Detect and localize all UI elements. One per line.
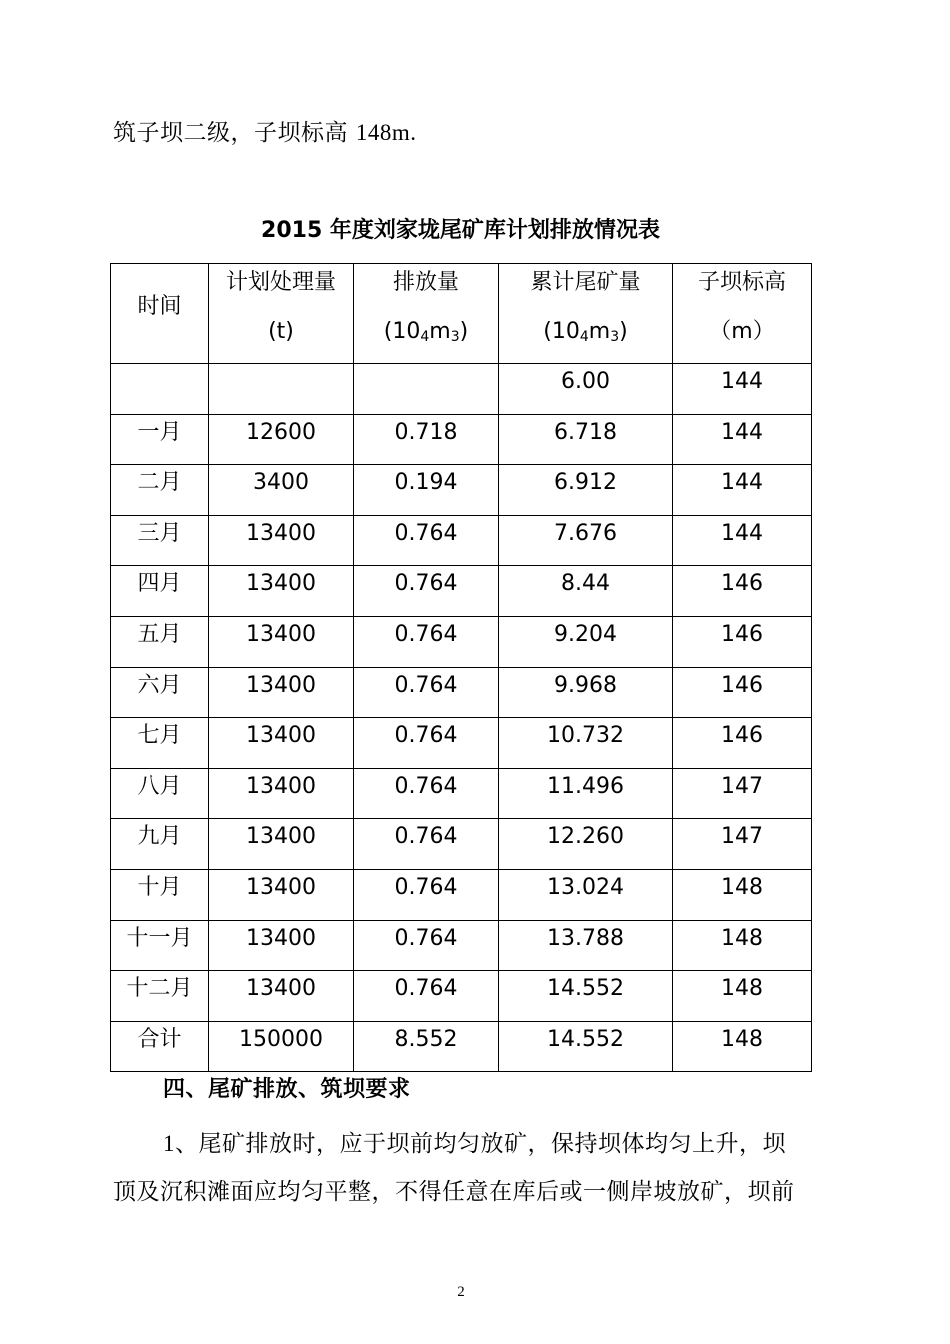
cell-discharge: 0.764 [354, 566, 499, 617]
table-row [111, 465, 812, 516]
cell-month: 七月 [111, 718, 209, 769]
cell-dam-height: 148 [673, 971, 812, 1022]
cell-discharge [354, 364, 499, 415]
cell-cumulative: 14.552 [499, 1021, 673, 1072]
cell-discharge: 8.552 [354, 1021, 499, 1072]
cell-month: 十二月 [111, 971, 209, 1022]
cell-planned-volume: 13400 [209, 768, 354, 819]
cell-dam-height: 148 [673, 869, 812, 920]
cell-month [111, 364, 209, 415]
header-discharge-unit: $(10_4m_3)$ [383, 319, 469, 345]
cell-discharge: 0.764 [354, 920, 499, 971]
header-cumulative: 累计尾矿量 $(10_4m_3)$ [499, 264, 673, 364]
table-row [111, 819, 812, 870]
cell-planned-volume: 12600 [209, 414, 354, 465]
cell-month: 五月 [111, 616, 209, 667]
table-row [111, 667, 812, 718]
table-row [111, 414, 812, 465]
cell-cumulative: 8.44 [499, 566, 673, 617]
cell-dam-height: 144 [673, 364, 812, 415]
cell-planned-volume: 13400 [209, 515, 354, 566]
cell-cumulative: 11.496 [499, 768, 673, 819]
cell-month: 十一月 [111, 920, 209, 971]
cell-month: 合计 [111, 1021, 209, 1072]
intro-height-value: 148m. [355, 120, 417, 145]
header-dam-height: 子坝标高 （m） [673, 264, 812, 364]
cell-dam-height: 144 [673, 515, 812, 566]
cell-discharge: 0.764 [354, 616, 499, 667]
cell-discharge: 0.764 [354, 667, 499, 718]
cell-month: 二月 [111, 465, 209, 516]
cell-cumulative: 6.718 [499, 414, 673, 465]
cell-discharge: 0.718 [354, 414, 499, 465]
cell-cumulative: 14.552 [499, 971, 673, 1022]
cell-cumulative: 6.00 [499, 364, 673, 415]
table-row [111, 768, 812, 819]
cell-discharge: 0.764 [354, 819, 499, 870]
table-row [111, 869, 812, 920]
cell-planned-volume: 13400 [209, 667, 354, 718]
cell-discharge: 0.764 [354, 971, 499, 1022]
cell-dam-height: 147 [673, 819, 812, 870]
cell-cumulative: 9.204 [499, 616, 673, 667]
header-cumulative-unit: $(10_4m_3)$ [543, 319, 628, 345]
table-title: 2015 年度刘家垅尾矿库计划排放情况表 [261, 218, 660, 243]
cell-dam-height: 147 [673, 768, 812, 819]
discharge-plan-table [110, 263, 812, 1072]
page-number: 2 [457, 1284, 465, 1300]
cell-cumulative: 9.968 [499, 667, 673, 718]
intro-text-main: 筑子坝二级，子坝标高 [113, 120, 356, 146]
cell-planned-volume: 13400 [209, 566, 354, 617]
cell-dam-height: 148 [673, 1021, 812, 1072]
table-row [111, 971, 812, 1022]
cell-dam-height: 144 [673, 465, 812, 516]
cell-planned-volume: 150000 [209, 1021, 354, 1072]
intro-text [113, 118, 416, 148]
cell-month: 三月 [111, 515, 209, 566]
section-heading: 四、尾矿排放、筑坝要求 [163, 1077, 411, 1102]
cell-dam-height: 146 [673, 718, 812, 769]
header-planned-volume: 计划处理量 (t) [209, 264, 354, 364]
paragraph-line: 顶及沉积滩面应均匀平整，不得任意在库后或一侧岸坡放矿，坝前 [113, 1179, 795, 1205]
cell-dam-height: 148 [673, 920, 812, 971]
header-time: 时间 [111, 264, 209, 364]
cell-discharge: 0.194 [354, 465, 499, 516]
cell-month: 六月 [111, 667, 209, 718]
table-body [111, 364, 812, 1072]
cell-planned-volume [209, 364, 354, 415]
table-row [111, 718, 812, 769]
cell-cumulative: 7.676 [499, 515, 673, 566]
header-discharge: 排放量 $(10_4m_3)$ [354, 264, 499, 364]
cell-planned-volume: 13400 [209, 920, 354, 971]
cell-month: 一月 [111, 414, 209, 465]
cell-dam-height: 146 [673, 667, 812, 718]
cell-cumulative: 10.732 [499, 718, 673, 769]
cell-planned-volume: 13400 [209, 616, 354, 667]
cell-month: 四月 [111, 566, 209, 617]
cell-discharge: 0.764 [354, 515, 499, 566]
cell-planned-volume: 13400 [209, 819, 354, 870]
cell-cumulative: 6.912 [499, 465, 673, 516]
cell-cumulative: 13.788 [499, 920, 673, 971]
cell-cumulative: 12.260 [499, 819, 673, 870]
cell-dam-height: 146 [673, 566, 812, 617]
cell-month: 九月 [111, 819, 209, 870]
table-row [111, 920, 812, 971]
cell-planned-volume: 13400 [209, 869, 354, 920]
table-row [111, 616, 812, 667]
cell-planned-volume: 13400 [209, 971, 354, 1022]
cell-planned-volume: 3400 [209, 465, 354, 516]
cell-discharge: 0.764 [354, 718, 499, 769]
cell-month: 十月 [111, 869, 209, 920]
cell-dam-height: 146 [673, 616, 812, 667]
cell-planned-volume: 13400 [209, 718, 354, 769]
table-row [111, 515, 812, 566]
table-row [111, 1021, 812, 1072]
paragraph-line: 1、尾矿排放时，应于坝前均匀放矿，保持坝体均匀上升，坝 [163, 1131, 786, 1157]
cell-discharge: 0.764 [354, 768, 499, 819]
table-header-row [111, 264, 812, 364]
cell-dam-height: 144 [673, 414, 812, 465]
table-row [111, 566, 812, 617]
cell-discharge: 0.764 [354, 869, 499, 920]
cell-month: 八月 [111, 768, 209, 819]
table-row [111, 364, 812, 415]
cell-cumulative: 13.024 [499, 869, 673, 920]
